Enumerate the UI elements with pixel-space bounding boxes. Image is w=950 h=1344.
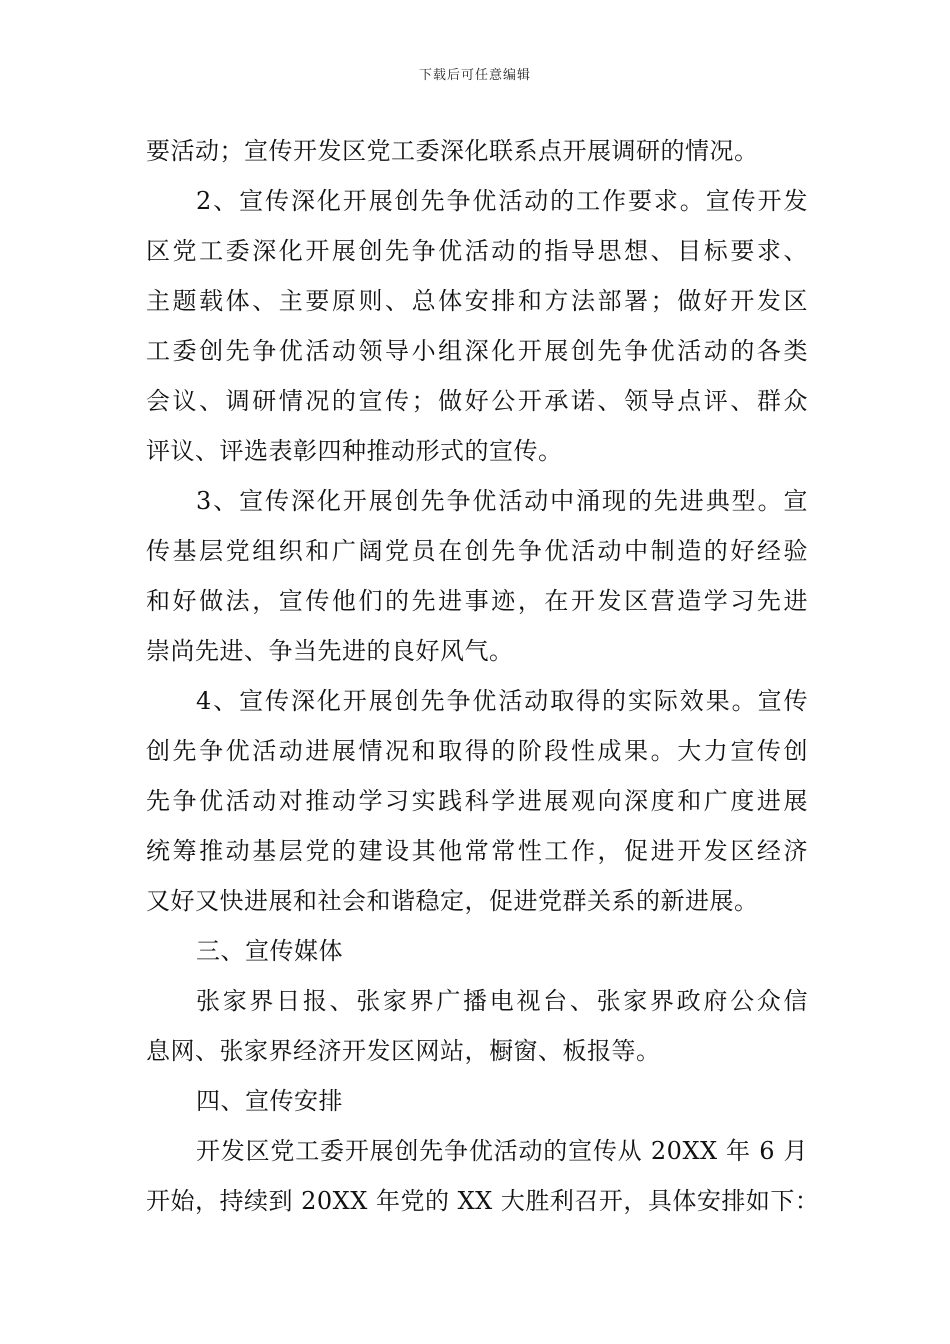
text-line: 传基层党组织和广阔党员在创先争优活动中制造的好经验: [146, 537, 808, 565]
section-heading-arrangement: [146, 1076, 808, 1126]
text-line: 工委创先争优活动领导小组深化开展创先争优活动的各类: [146, 337, 808, 365]
text-line: 先争优活动对推动学习实践科学进展观向深度和广度进展: [146, 787, 808, 815]
text-line: 开发区党工委开展创先争优活动的宣传从 20XX 年 6 月: [196, 1137, 808, 1165]
text-line: 区党工委深化开展创先争优活动的指导思想、目标要求、: [146, 237, 808, 265]
text-line: 和好做法，宣传他们的先进事迹，在开发区营造学习先进: [146, 587, 808, 615]
text-line: 3、宣传深化开展创先争优活动中涌现的先进典型。宣: [196, 487, 808, 515]
text-line: 要活动；宣传开发区党工委深化联系点开展调研的情况。: [146, 137, 759, 165]
text-line: 2、宣传深化开展创先争优活动的工作要求。宣传开发: [196, 187, 808, 215]
text-line: 息网、张家界经济开发区网站，橱窗、板报等。: [146, 1037, 661, 1065]
text-line: 评议、评选表彰四种推动形式的宣传。: [146, 437, 563, 465]
text-line: 主题载体、主要原则、总体安排和方法部署；做好开发区: [146, 287, 808, 315]
text-line: 崇尚先进、争当先进的良好风气。: [146, 637, 514, 665]
paragraph-media-list: [146, 976, 808, 1076]
text-line: 张家界日报、张家界广播电视台、张家界政府公众信: [196, 987, 808, 1015]
text-line: 4、宣传深化开展创先争优活动取得的实际效果。宣传: [196, 687, 808, 715]
paragraph-arrangement: [146, 1126, 820, 1226]
paragraph-continued-activities: [146, 126, 808, 176]
document-body: [146, 126, 820, 1226]
text-line: 会议、调研情况的宣传；做好公开承诺、领导点评、群众: [146, 387, 808, 415]
section-heading-media: [146, 926, 808, 976]
paragraph-advanced-models: [146, 476, 808, 676]
paragraph-actual-effects: [146, 676, 808, 926]
text-line: 又好又快进展和社会和谐稳定，促进党群关系的新进展。: [146, 887, 759, 915]
text-line: 创先争优活动进展情况和取得的阶段性成果。大力宣传创: [146, 737, 808, 765]
text-line: 统筹推动基层党的建设其他常常性工作，促进开发区经济: [146, 837, 808, 865]
text-line: 三、宣传媒体: [196, 937, 343, 965]
text-line: 开始，持续到 20XX 年党的 XX 大胜利召开，具体安排如下：: [146, 1187, 820, 1215]
text-line: 四、宣传安排: [196, 1087, 343, 1115]
paragraph-work-requirements: [146, 176, 808, 476]
page-header-note: 下载后可任意编辑: [418, 68, 531, 83]
